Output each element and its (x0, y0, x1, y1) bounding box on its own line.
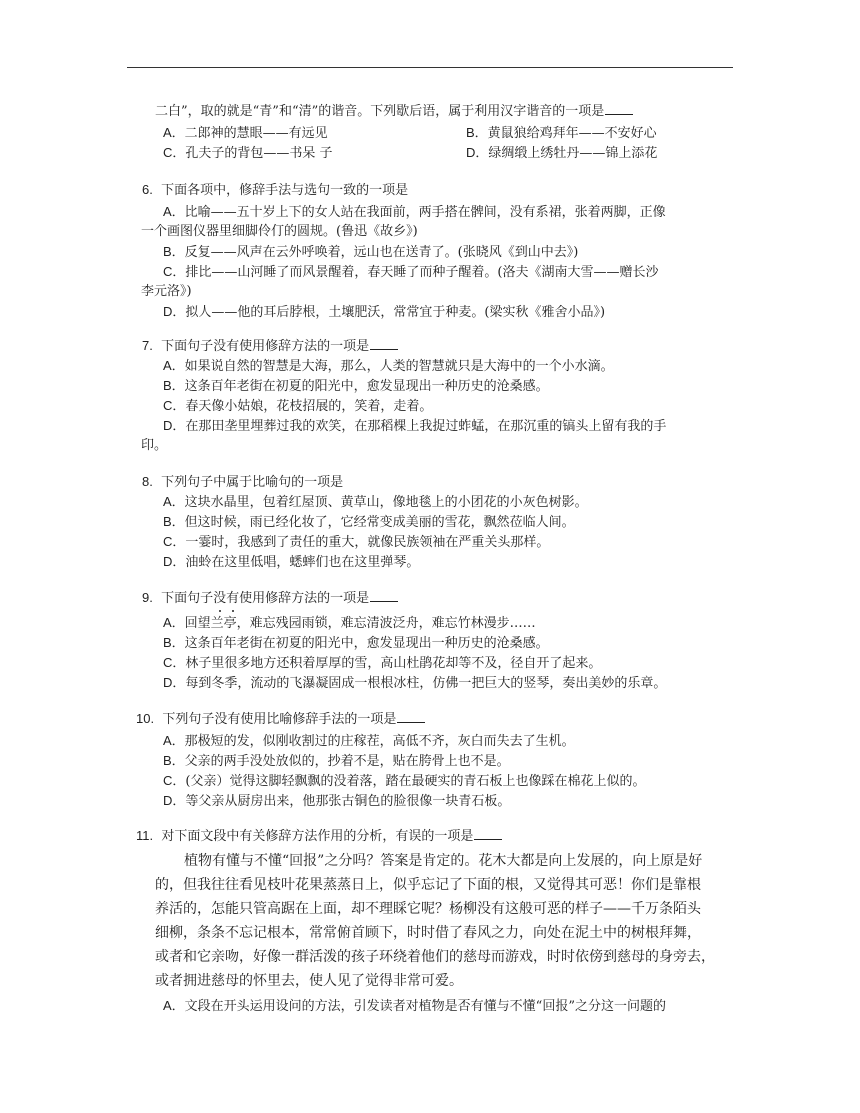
question-9-stem (142, 588, 398, 609)
question-6-stem (142, 180, 408, 201)
option-c (163, 653, 601, 674)
option-label: C． (163, 145, 186, 160)
option-label: B． (163, 753, 185, 768)
passage-line: 或者和它亲吻，好像一群活泼的孩子环绕着他们的慈母而游戏，时时依傍到慈母的身旁去， (155, 949, 715, 965)
option-d (163, 416, 666, 437)
option-c (163, 396, 432, 417)
option-text: 这块水晶里，包着红屋顶、黄草山，像地毯上的小团花的小灰色树影。 (184, 495, 588, 510)
option-text: 文段在开头运用设问的方法，引发读者对植物是否有懂与不懂“回报”之分这一问题的 (184, 999, 666, 1014)
option-text: 这条百年老街在初夏的阳光中，愈发显现出一种历史的沧桑感。 (184, 636, 549, 651)
option-text: (父亲）觉得这脚轻飘飘的没着落，踏在最硬实的青石板上也像踩在棉花上似的。 (185, 774, 646, 789)
option-label: C． (163, 534, 186, 549)
option-b (163, 512, 575, 533)
option-text: 在那田垄里埋葬过我的欢笑，在那稻棵上我捉过蚱蜢，在那沉重的镐头上留有我的手 (185, 419, 667, 434)
option-label: A． (163, 125, 185, 140)
option-c (163, 771, 645, 792)
answer-blank (370, 336, 398, 350)
question-number: 8. (142, 474, 153, 489)
question-11-stem (136, 826, 502, 847)
option-text: 如果说自然的智慧是大海，那么，人类的智慧就只是大海中的一个小水滴。 (184, 359, 614, 374)
option-a (163, 202, 734, 223)
answer-blank (605, 101, 633, 115)
option-a (163, 996, 666, 1017)
option-label: D． (163, 304, 186, 319)
option-label: D． (163, 793, 186, 808)
question-stem-text: 使用修辞方法的一项是 (239, 591, 370, 606)
option-text: 反复——风声在云外呼唤着，远山也在送青了。(张晓风《到山中去》) (184, 245, 579, 260)
option-text: 油蛉在这里低唱，蟋蟀们也在这里弹琴。 (185, 555, 420, 570)
option-c (163, 262, 658, 283)
option-label: A． (163, 615, 185, 630)
option-label: D． (163, 554, 186, 569)
option-text: 等父亲从厨房出来，他那张古铜色的脸很像一块青石板。 (185, 794, 511, 809)
option-text: 那极短的发，似刚收割过的庄稼茬，高低不齐，灰白而失去了生机。 (184, 734, 575, 749)
option-label: A． (163, 998, 185, 1013)
question-stem-text: 下列句子没有使用比喻修辞手法的一项是 (162, 712, 397, 727)
option-text: 排比——山河睡了而风景醒着，春天睡了而种子醒着。(洛夫《湖南大雪——赠长沙 (185, 265, 659, 280)
option-b (163, 242, 578, 263)
option-label: A． (163, 358, 185, 373)
option-d-continuation: 印。 (141, 438, 168, 453)
option-label: B． (163, 635, 185, 650)
option-label: C． (163, 773, 186, 788)
question-stem-text: 下面句子没有使用修辞方法的一项是 (161, 339, 370, 354)
option-text: 但这时候，雨已经化妆了，它经常变成美丽的雪花，飘然莅临人间。 (184, 515, 575, 530)
question-stem-text: 二白”，取的就是“青”和“清”的谐音。下列歇后语，属于利用汉字谐音的一项是 (155, 104, 605, 119)
passage-line: 细柳，条条不忘记根本，常常俯首顾下，时时借了春风之力，向处在泥土中的树根拜舞， (155, 925, 701, 941)
option-text: 春天像小姑娘，花枝招展的，笑着，走着。 (185, 399, 433, 414)
option-label: B． (163, 244, 185, 259)
option-label: D． (466, 145, 489, 160)
option-label: A． (163, 494, 185, 509)
question-8-stem (142, 472, 343, 493)
option-b (163, 376, 549, 397)
option-d (163, 791, 510, 812)
option-label: D． (163, 675, 186, 690)
option-d (163, 302, 605, 323)
option-label: C． (163, 264, 186, 279)
option-b (163, 633, 549, 654)
option-label: C． (163, 655, 186, 670)
answer-blank (474, 826, 502, 840)
option-a (163, 356, 614, 377)
option-b (163, 751, 510, 772)
option-label: A． (163, 733, 185, 748)
option-a (163, 613, 536, 634)
question-number: 6. (142, 182, 153, 197)
option-d (163, 552, 419, 573)
question-10-stem (136, 709, 425, 730)
option-c (163, 532, 549, 553)
emphasis-dotted-char: 没 (213, 589, 226, 609)
question-number: 9. (142, 590, 153, 605)
option-text: 绿绸缎上绣牡丹——锦上添花 (488, 146, 658, 161)
option-text: 回望兰亭，难忘残园雨锁，难忘清波泛舟，难忘竹林漫步…… (184, 616, 536, 631)
question-5-stem (155, 101, 633, 122)
option-text: 比喻——五十岁上下的女人站在我面前，两手搭在髀间，没有系裙，张着两脚，正像 (184, 205, 666, 220)
option-text: 每到冬季，流动的飞瀑凝固成一根根冰柱，仿佛一把巨大的竖琴，奏出美妙的乐章。 (185, 676, 667, 691)
option-text: 孔夫子的背包——书呆 子 (185, 146, 333, 161)
header-rule (127, 67, 733, 68)
option-label: A． (163, 204, 185, 219)
option-label: C． (163, 398, 186, 413)
emphasis-dotted-char: 有 (226, 589, 239, 609)
option-d (163, 673, 666, 694)
option-a-continuation: 一个画图仪器里细脚伶仃的圆规。(鲁迅《故乡》) (141, 224, 418, 239)
question-number: 11. (136, 828, 154, 843)
option-d (466, 143, 657, 164)
option-a (163, 492, 588, 513)
option-a (163, 123, 328, 144)
question-number: 10. (136, 711, 155, 726)
question-stem-text: 对下面文段中有关修辞方法作用的分析，有误的一项是 (161, 829, 474, 844)
option-b (466, 123, 657, 144)
answer-blank (370, 588, 398, 602)
option-label: D． (163, 418, 186, 433)
answer-blank (397, 709, 425, 723)
option-text: 黄鼠狼给鸡拜年——不安好心 (487, 126, 657, 141)
option-text: 一霎时，我感到了责任的重大，就像民族领袖在严重关头那样。 (185, 535, 550, 550)
passage-line: 养活的，怎能只管高踞在上面，却不理睬它呢？杨柳没有这般可恶的样子——千万条陌头 (155, 901, 701, 917)
option-a (163, 731, 575, 752)
option-label: B． (163, 514, 185, 529)
passage-line: 的，但我往往看见枝叶花果蒸蒸日上，似乎忘记了下面的根，又觉得其可恶！你们是靠根 (155, 877, 701, 893)
option-text: 林子里很多地方还积着厚厚的雪，高山杜鹃花却等不及，径自开了起来。 (185, 656, 602, 671)
option-c-continuation: 李元洛》) (141, 284, 192, 299)
option-text: 二郎神的慧眼——有远见 (184, 126, 328, 141)
question-7-stem (142, 336, 398, 357)
option-c (163, 143, 333, 164)
option-text: 这条百年老街在初夏的阳光中，愈发显现出一种历史的沧桑感。 (184, 379, 549, 394)
passage-line: 植物有懂与不懂“回报”之分吗？答案是肯定的。花木大都是向上发展的，向上原是好 (184, 853, 703, 869)
option-label: B． (466, 125, 488, 140)
question-stem-text: 下列句子中属于比喻句的一项是 (161, 475, 344, 490)
question-number: 7. (142, 338, 153, 353)
option-text: 拟人——他的耳后脖根，土壤肥沃，常常宜于种麦。(梁实秋《雅舍小品》) (185, 305, 606, 320)
option-text: 父亲的两手没处放似的，抄着不是，贴在胯骨上也不是。 (184, 754, 510, 769)
option-label: B． (163, 378, 185, 393)
passage-line: 或者拥进慈母的怀里去，使人见了觉得非常可爱。 (155, 973, 463, 989)
question-stem-text: 下面句子 (161, 591, 214, 606)
question-stem-text: 下面各项中，修辞手法与选句一致的一项是 (161, 183, 409, 198)
